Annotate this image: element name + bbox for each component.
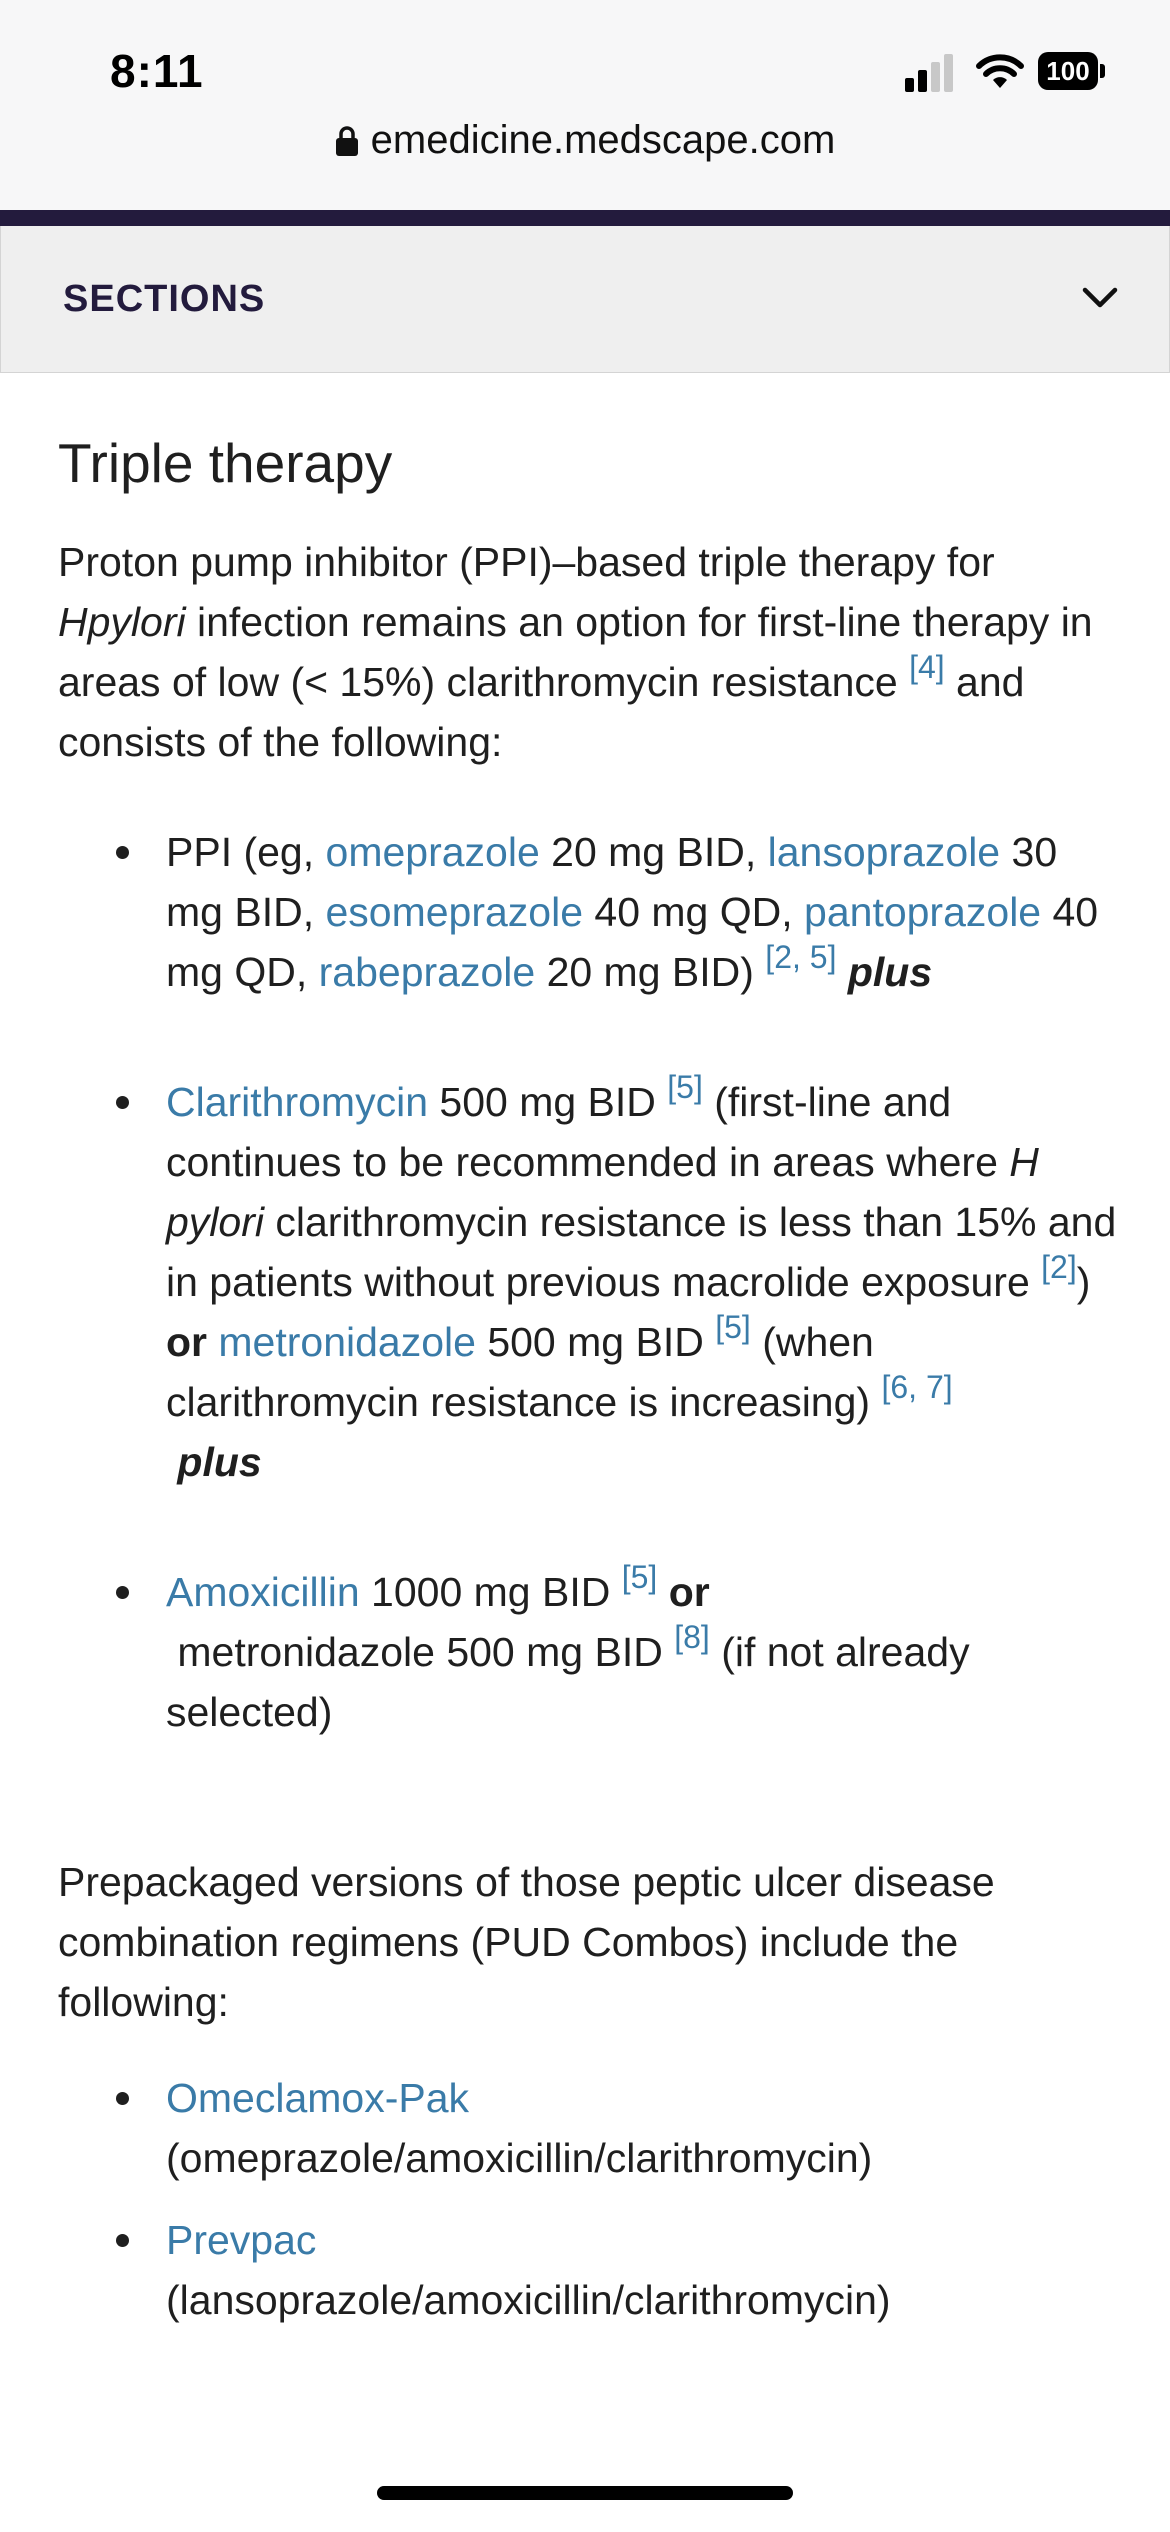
home-indicator[interactable] — [377, 2486, 793, 2500]
amoxicillin-link[interactable]: Amoxicillin — [166, 1569, 360, 1615]
battery-icon — [1038, 52, 1104, 90]
regimen-list — [58, 822, 1118, 1742]
omeprazole-link[interactable]: omeprazole — [325, 829, 540, 875]
reference-link[interactable]: [2, 5] — [765, 939, 837, 975]
list-item — [58, 2068, 1118, 2188]
rabeprazole-link[interactable]: rabeprazole — [318, 949, 536, 995]
clarithromycin-link[interactable]: Clarithromycin — [166, 1079, 428, 1125]
cellular-signal-icon — [905, 52, 953, 92]
article-content — [58, 428, 1118, 2352]
reference-link[interactable]: [5] — [621, 1559, 658, 1595]
omeclamox-pak-link[interactable]: Omeclamox-Pak — [166, 2075, 470, 2121]
lansoprazole-link[interactable]: lansoprazole — [767, 829, 1001, 875]
reference-link[interactable]: [6, 7] — [881, 1369, 953, 1405]
or-text: or — [668, 1569, 710, 1615]
hpylori-text: Hpylori — [58, 599, 186, 645]
list-item — [58, 2210, 1118, 2330]
plus-text: plus — [177, 1439, 262, 1485]
reference-link[interactable]: [4] — [909, 649, 945, 685]
chevron-down-icon[interactable] — [1082, 286, 1118, 310]
hpylori-text: H pylori — [166, 1139, 1039, 1245]
reference-link[interactable]: [5] — [715, 1309, 751, 1345]
list-item: Clarithromycin 500 mg BID [5] (first-line and continues to be recommended in areas where H pylori clarithromycin resistance is less than 15% and in patients without previous macrolide exposure [2]) or metronidazole 500 mg BID [5] (when clarithromycin resistance is increasing) [6, 7] plus — [58, 1072, 1118, 1492]
esomeprazole-link[interactable]: esomeprazole — [325, 889, 584, 935]
list-item: Amoxicillin 1000 mg BID [5] or metronidazole 500 mg BID [8] (if not already selected) — [58, 1562, 1118, 1742]
reference-link[interactable]: [2] — [1041, 1249, 1077, 1285]
url-bar[interactable] — [0, 118, 1170, 163]
metronidazole-link[interactable]: metronidazole — [218, 1319, 476, 1365]
status-time: 8:11 — [110, 45, 204, 97]
list-item: PPI (eg, omeprazole 20 mg BID, lansoprazole 30 mg BID, esomeprazole 40 mg QD, pantoprazole 40 mg QD, rabeprazole 20 mg BID) [2, 5] plus — [58, 822, 1118, 1002]
lock-icon — [335, 125, 359, 157]
reference-link[interactable]: [8] — [674, 1619, 710, 1655]
plus-text: plus — [847, 949, 933, 995]
status-bar — [0, 0, 1170, 210]
prevpac-link[interactable]: Prevpac — [166, 2217, 317, 2263]
pantoprazole-link[interactable]: pantoprazole — [804, 889, 1042, 935]
sections-dropdown[interactable] — [0, 226, 1170, 373]
combo-list — [58, 2068, 1118, 2330]
reference-link[interactable]: [5] — [667, 1069, 703, 1105]
combo-description: (omeprazole/amoxicillin/clarithromycin) — [166, 2135, 873, 2181]
header-divider — [0, 210, 1170, 226]
wifi-icon — [975, 52, 1025, 92]
intro-paragraph: Proton pump inhibitor (PPI)–based triple therapy for Hpylori infection remains an option for first-line therapy in areas of low (< 15%) clarithromycin resistance [4] and consists of the following: — [58, 539, 1093, 765]
or-text: or — [166, 1319, 207, 1365]
battery-level: 100 — [1038, 52, 1098, 90]
prepackaged-paragraph: Prepackaged versions of those peptic ulcer disease combination regimens (PUD Combos) include the following: — [58, 1859, 995, 2025]
sections-label: SECTIONS — [63, 278, 266, 320]
url-domain: emedicine.medscape.com — [370, 118, 836, 162]
combo-description: (lansoprazole/amoxicillin/clarithromycin) — [166, 2277, 891, 2323]
section-heading: Triple therapy — [58, 432, 393, 494]
